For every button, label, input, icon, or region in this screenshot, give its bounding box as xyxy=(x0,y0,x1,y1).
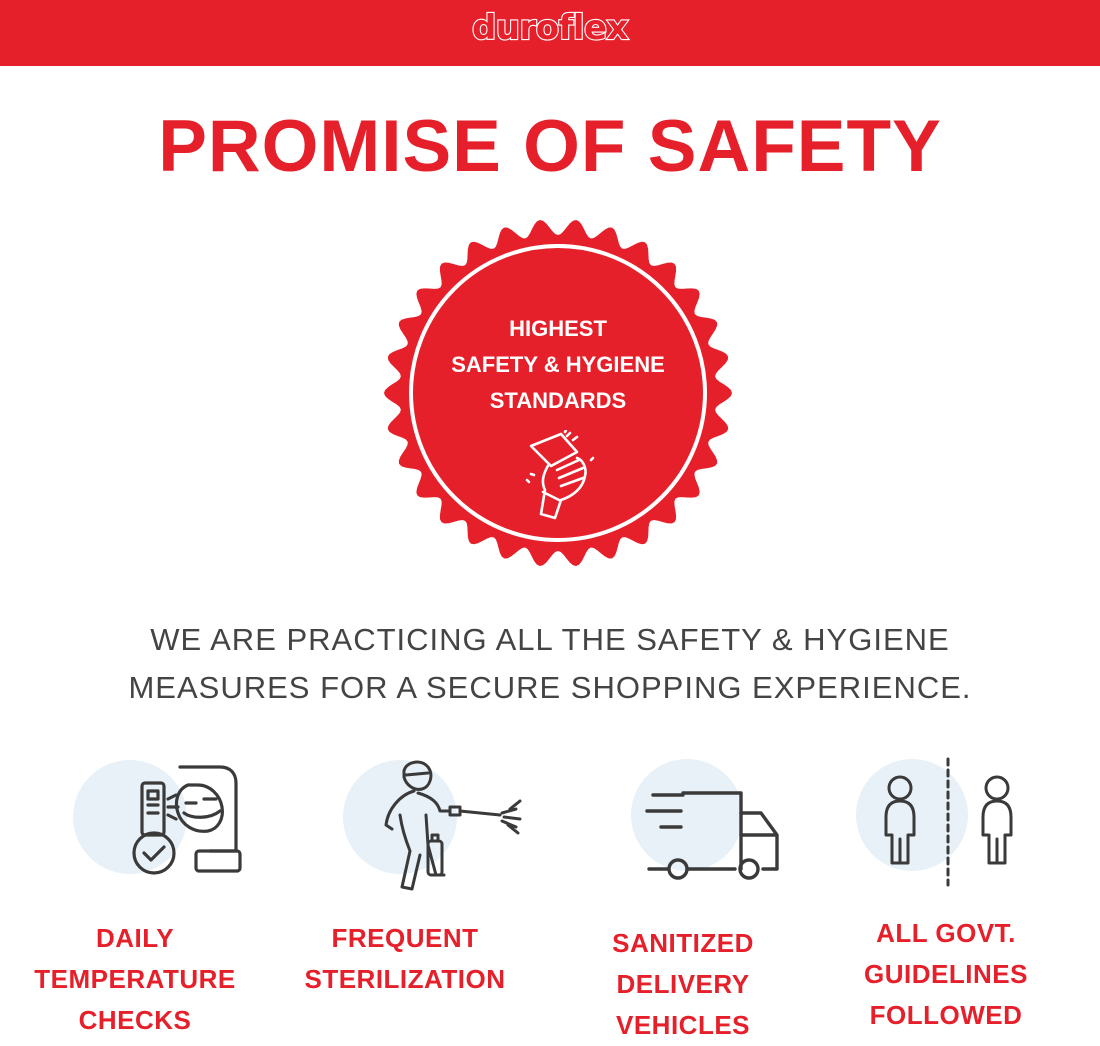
badge-line: SAFETY & HYGIENE xyxy=(451,352,665,377)
temperature-check-icon xyxy=(70,755,250,890)
feature-label xyxy=(15,918,255,1041)
badge-text xyxy=(420,311,696,419)
header-bar xyxy=(0,0,1100,66)
feature-label-line: VEHICLES xyxy=(615,1010,751,1040)
social-distancing-icon xyxy=(850,755,1030,890)
feature-label xyxy=(563,923,803,1046)
badge-line: HIGHEST xyxy=(509,316,607,341)
feature-label xyxy=(285,918,525,1000)
page-title: PROMISE OF SAFETY xyxy=(158,106,942,187)
feature-label-line: GUIDELINES xyxy=(864,959,1028,989)
feature-label-line: FREQUENT xyxy=(331,923,479,953)
feature-label xyxy=(826,913,1066,1036)
feature-label-line: DELIVERY xyxy=(616,969,750,999)
feature-label-line: TEMPERATURE xyxy=(34,964,236,994)
tagline-line: WE ARE PRACTICING ALL THE SAFETY & HYGIENE xyxy=(150,622,950,657)
badge-line: STANDARDS xyxy=(489,388,627,413)
sterilization-spray-icon xyxy=(340,755,540,895)
feature-label-line: CHECKS xyxy=(78,1005,192,1035)
glove-cleaning-icon xyxy=(521,430,597,520)
feature-label-line: ALL GOVT. xyxy=(876,918,1016,948)
tagline-line: MEASURES FOR A SECURE SHOPPING EXPERIENCE. xyxy=(128,670,972,705)
feature-label-line: STERILIZATION xyxy=(304,964,506,994)
brand-logo[interactable]: duroflex xyxy=(471,8,629,48)
delivery-truck-icon xyxy=(625,755,785,890)
tagline xyxy=(0,616,1100,712)
feature-label-line: DAILY xyxy=(95,923,175,953)
feature-label-line: SANITIZED xyxy=(612,928,754,958)
feature-label-line: FOLLOWED xyxy=(869,1000,1023,1030)
